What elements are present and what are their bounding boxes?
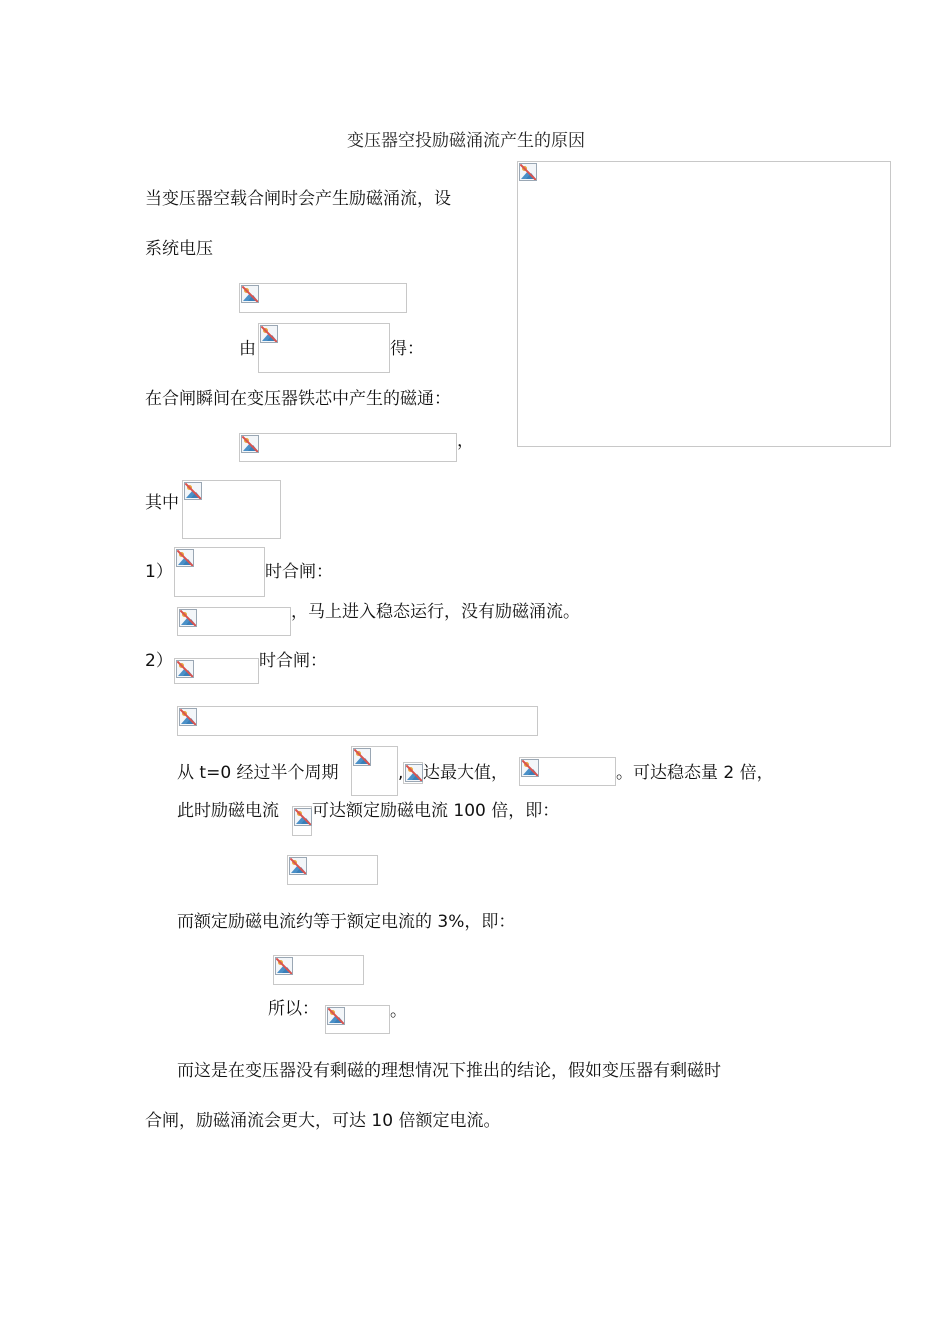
formula-image	[258, 323, 390, 373]
paragraph-text: 可达额定励磁电流 100 倍，即：	[312, 801, 560, 821]
formula-image	[273, 955, 364, 985]
list-number: 2）	[145, 651, 173, 671]
formula-image	[174, 658, 259, 684]
broken-image-icon	[289, 857, 307, 875]
broken-image-icon	[519, 163, 537, 181]
paragraph-text: 在合闸瞬间在变压器铁芯中产生的磁通：	[145, 389, 451, 409]
broken-image-icon	[241, 435, 259, 453]
formula-image	[403, 762, 423, 784]
broken-image-icon	[521, 759, 539, 777]
broken-image	[517, 161, 891, 447]
paragraph-text: 而额定励磁电流约等于额定电流的 3%，即：	[177, 912, 516, 932]
broken-image-icon	[179, 609, 197, 627]
page-title: 变压器空投励磁涌流产生的原因	[347, 131, 585, 151]
formula-image	[177, 607, 291, 636]
paragraph-text: 系统电压	[145, 239, 213, 259]
formula-image	[519, 757, 616, 786]
broken-image-icon	[241, 285, 259, 303]
formula-image	[174, 547, 265, 597]
formula-image	[177, 706, 538, 736]
paragraph-text: 其中	[145, 493, 179, 513]
broken-image-icon	[260, 325, 278, 343]
paragraph-text: 达最大值，	[423, 763, 508, 783]
formula-image	[239, 283, 407, 313]
paragraph-text: 由	[239, 339, 256, 359]
paragraph-text: 此时励磁电流	[177, 801, 279, 821]
paragraph-text: 所以：	[268, 999, 319, 1019]
paragraph-text: 得：	[390, 339, 424, 359]
broken-image-icon	[327, 1007, 345, 1025]
broken-image-icon	[179, 708, 197, 726]
list-number: 1）	[145, 562, 173, 582]
paragraph-text: 时合闸：	[265, 562, 333, 582]
broken-image-icon	[353, 748, 371, 766]
formula-image	[325, 1005, 390, 1034]
formula-image	[239, 433, 457, 462]
broken-image-icon	[176, 549, 194, 567]
paragraph-text: 合闸，励磁涌流会更大，可达 10 倍额定电流。	[145, 1111, 501, 1131]
paragraph-text: 。可达稳态量 2 倍，	[616, 763, 774, 783]
formula-image	[287, 855, 378, 885]
formula-image	[351, 746, 398, 796]
paragraph-text: 从 t=0 经过半个周期	[177, 763, 339, 783]
paragraph-text: 当变压器空载合闸时会产生励磁涌流，设	[145, 189, 451, 209]
paragraph-text: ，	[457, 431, 474, 451]
broken-image-icon	[275, 957, 293, 975]
paragraph-text: ，马上进入稳态运行，没有励磁涌流。	[291, 602, 580, 622]
paragraph-text: 时合闸：	[259, 651, 327, 671]
broken-image-icon	[184, 482, 202, 500]
formula-image	[292, 806, 312, 836]
paragraph-text: 。	[390, 1001, 407, 1021]
paragraph-text: ,	[398, 763, 404, 783]
broken-image-icon	[405, 764, 423, 782]
formula-image	[182, 480, 281, 539]
broken-image-icon	[294, 808, 312, 826]
paragraph-text: 而这是在变压器没有剩磁的理想情况下推出的结论，假如变压器有剩磁时	[177, 1061, 721, 1081]
broken-image-icon	[176, 660, 194, 678]
